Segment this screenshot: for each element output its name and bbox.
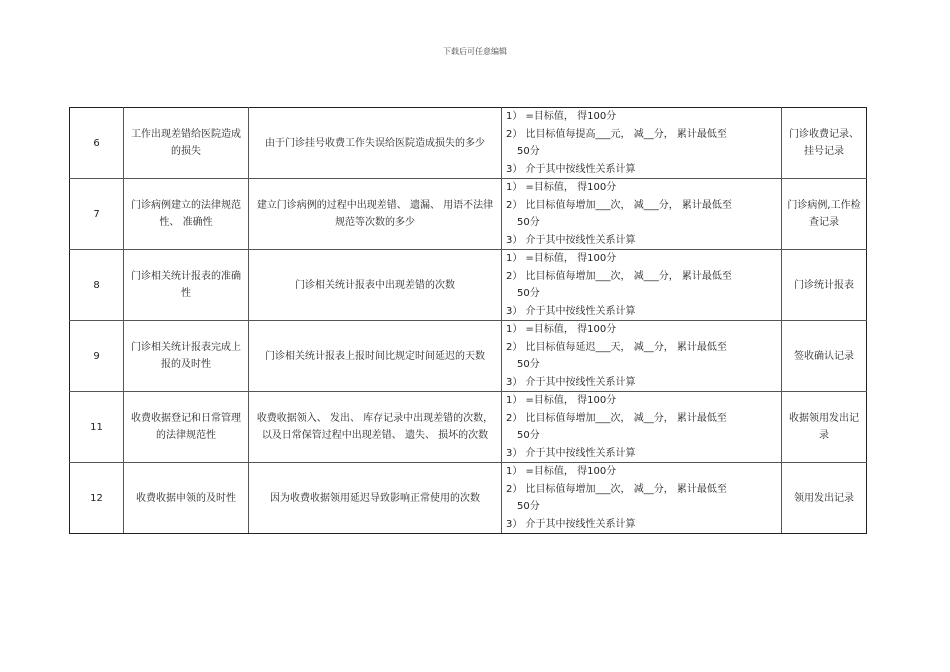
rule-line: 2） 比目标值每增加___次， 减___分， 累计最低至 xyxy=(506,199,732,211)
rule-line: 1） =目标值， 得100分 xyxy=(506,395,617,406)
kpi-table xyxy=(69,107,867,534)
row-number: 7 xyxy=(70,179,124,250)
scoring-rule xyxy=(502,321,782,392)
data-source: 领用发出记录 xyxy=(782,463,867,534)
rule-line: 3） 介于其中按线性关系计算 xyxy=(506,447,636,459)
table-row xyxy=(70,250,867,321)
data-source: 门诊收费记录、 挂号记录 xyxy=(782,108,867,179)
kpi-definition: 由于门诊挂号收费工作失误给医院造成损失的多少 xyxy=(249,108,502,179)
rule-line: 2） 比目标值每提高___元， 减__分， 累计最低至 xyxy=(506,128,727,140)
data-source: 门诊统计报表 xyxy=(782,250,867,321)
kpi-definition: 门诊相关统计报表中出现差错的次数 xyxy=(249,250,502,321)
row-number: 6 xyxy=(70,108,124,179)
kpi-item: 收费收据登记和日常管理的法律规范性 xyxy=(124,392,249,463)
kpi-item: 门诊病例建立的法律规范性、 准确性 xyxy=(124,179,249,250)
table-row xyxy=(70,179,867,250)
rule-line: 3） 介于其中按线性关系计算 xyxy=(506,518,636,530)
scoring-rule xyxy=(502,250,782,321)
data-source: 签收确认记录 xyxy=(782,321,867,392)
scoring-rule xyxy=(502,392,782,463)
row-number: 12 xyxy=(70,463,124,534)
rule-line: 1） =目标值， 得100分 xyxy=(506,466,617,477)
data-source: 收据领用发出记录 xyxy=(782,392,867,463)
rule-line: 1） =目标值， 得100分 xyxy=(506,182,617,193)
data-source: 门诊病例,工作检查记录 xyxy=(782,179,867,250)
kpi-definition: 门诊相关统计报表上报时间比规定时间延迟的天数 xyxy=(249,321,502,392)
table-row xyxy=(70,108,867,179)
kpi-item: 门诊相关统计报表完成上报的及时性 xyxy=(124,321,249,392)
kpi-table-body xyxy=(70,108,867,534)
rule-line: 50分 xyxy=(517,501,540,512)
rule-line: 50分 xyxy=(517,359,540,370)
row-number: 11 xyxy=(70,392,124,463)
scoring-rule xyxy=(502,179,782,250)
kpi-item: 工作出现差错给医院造成的损失 xyxy=(124,108,249,179)
rule-line: 1） =目标值， 得100分 xyxy=(506,111,617,122)
kpi-definition: 建立门诊病例的过程中出现差错、 遗漏、 用语不法律规范等次数的多少 xyxy=(249,179,502,250)
rule-line: 2） 比目标值每增加___次， 减___分， 累计最低至 xyxy=(506,270,732,282)
row-number: 8 xyxy=(70,250,124,321)
kpi-item: 收费收据申领的及时性 xyxy=(124,463,249,534)
rule-line: 3） 介于其中按线性关系计算 xyxy=(506,234,636,246)
kpi-definition: 收费收据领入、 发出、 库存记录中出现差错的次数， 以及日常保管过程中出现差错、 遗失、 损坏的次数 xyxy=(249,392,502,463)
rule-line: 2） 比目标值每延迟___天， 减__分， 累计最低至 xyxy=(506,341,727,353)
table-row xyxy=(70,321,867,392)
scoring-rule xyxy=(502,463,782,534)
kpi-definition: 因为收费收据领用延迟导致影响正常使用的次数 xyxy=(249,463,502,534)
table-row xyxy=(70,392,867,463)
table-row xyxy=(70,463,867,534)
rule-line: 1） =目标值， 得100分 xyxy=(506,253,617,264)
rule-line: 50分 xyxy=(517,288,540,299)
rule-line: 3） 介于其中按线性关系计算 xyxy=(506,305,636,317)
page-header: 下载后可任意编辑 xyxy=(443,47,507,56)
kpi-item: 门诊相关统计报表的准确性 xyxy=(124,250,249,321)
rule-line: 50分 xyxy=(517,146,540,157)
scoring-rule xyxy=(502,108,782,179)
rule-line: 50分 xyxy=(517,430,540,441)
rule-line: 2） 比目标值每增加___次， 减__分， 累计最低至 xyxy=(506,412,727,424)
rule-line: 50分 xyxy=(517,217,540,228)
rule-line: 3） 介于其中按线性关系计算 xyxy=(506,163,636,175)
rule-line: 3） 介于其中按线性关系计算 xyxy=(506,376,636,388)
rule-line: 1） =目标值， 得100分 xyxy=(506,324,617,335)
row-number: 9 xyxy=(70,321,124,392)
rule-line: 2） 比目标值每增加___次， 减__分， 累计最低至 xyxy=(506,483,727,495)
